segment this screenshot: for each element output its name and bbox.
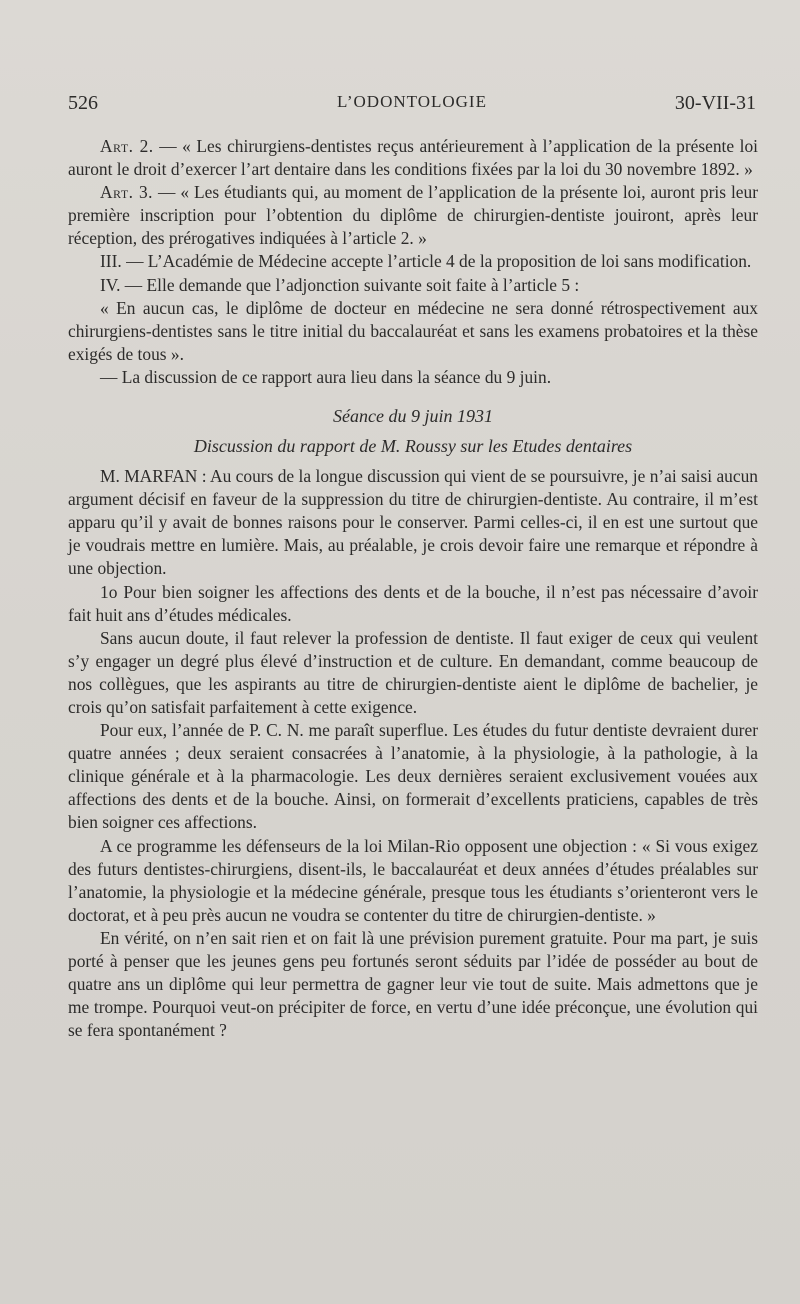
- journal-title: L’ODONTOLOGIE: [337, 92, 487, 111]
- article-label: Art. 2.: [100, 136, 154, 156]
- paragraph-verite: En vérité, on n’en sait rien et on fait là une prévision purement gratuite. Pour ma part, je suis porté à penser que les jeunes gens peu fortunés seront séduits par l’idée de posséder au bout de quatre ans un diplôme qui leur permettra de gagner leur vie tout de suite. Mais admettons que je me trompe. Pourquoi veut-on précipiter de force, en vertu d’une idée préconçue, une évolution qui se fera spontanément ?: [68, 927, 758, 1041]
- paragraph-pour-eux: Pour eux, l’année de P. C. N. me paraît superflue. Les études du futur dentiste devraient durer quatre années ; deux seraient consacrées à l’anatomie, à la physiologie, à la pathologie, à la clinique générale et à la pharmacologie. Les deux dernières seraient exclusivement vouées aux affections des dents et de la bouche. Ainsi, on formerait d’excellents praticiens, capables de très bien soigner ces affections.: [68, 720, 758, 833]
- paragraph-doute: Sans aucun doute, il faut relever la profession de dentiste. Il faut exiger de ceux qui veulent s’y engager un degré plus élevé d’instruction et de culture. En demandant, comme beaucoup de nos collègues, que les aspirants au titre de chirurgien-dentiste aient le diplôme de bachelier, je crois qu’on satisfait parfaitement à cette exigence.: [68, 627, 758, 717]
- article-label: Art. 3.: [100, 182, 154, 203]
- article-text: — « Les chirurgiens-dentistes reçus antérieurement à l’application de la présente loi auront le droit d’exercer l’art dentaire dans les conditions fixées par la loi du 30 novembre 1892. »: [68, 136, 759, 180]
- page-body: [68, 135, 758, 1042]
- paragraph-art-3: [68, 181, 758, 250]
- paragraph-art-2: [68, 135, 758, 181]
- paragraph-programme: A ce programme les défenseurs de la loi Milan-Rio opposent une objection : « Si vous exigez des futurs dentistes-chirurgiens, disent-ils, le baccalauréat et deux années d’études préalables sur l’anatomie, la physiologie et la médecine générale, presque tous les étudiants s’orienteront vers le doctorat, et à peu près aucun ne voudra se contenter du titre de chirurgien-dentiste. »: [68, 835, 758, 925]
- article-text: — « Les étudiants qui, au moment de l’application de la présente loi, auront pris leur première inscription pour l’obtention du diplôme de chirurgien-dentiste jouiront, après leur réception, des prérogatives indiquées à l’article 2. »: [68, 182, 759, 249]
- session-title: Séance du 9 juin 1931: [333, 406, 493, 427]
- paragraph-marfan: M. MARFAN : Au cours de la longue discussion qui vient de se poursuivre, je n’ai saisi aucun argument décisif en faveur de la suppression du titre de chirurgien-dentiste. Au contraire, il m’est apparu qu’il y avait de bonnes raisons pour le conserver. Parmi celles-ci, il en est une surtout que je voudrais mettre en lumière. Mais, au préalable, je crois devoir faire une remarque et répondre à une objection.: [68, 466, 758, 579]
- paragraph-iv: IV. — Elle demande que l’adjonction suivante soit faite à l’article 5 :: [100, 274, 580, 295]
- issue-date: 30-VII-31: [674, 92, 756, 114]
- paragraph-iii: III. — L’Académie de Médecine accepte l’article 4 de la proposition de loi sans modification.: [100, 251, 752, 272]
- paragraph-discussion-notice: — La discussion de ce rapport aura lieu dans la séance du 9 juin.: [100, 366, 552, 387]
- page-number: 526: [68, 92, 98, 114]
- discussion-title: Discussion du rapport de M. Roussy sur les Etudes dentaires: [193, 436, 633, 457]
- paragraph-quote: « En aucun cas, le diplôme de docteur en médecine ne sera donné rétrospectivement aux chirurgiens-dentistes sans le titre initial du baccalauréat et sans les examens probatoires et la thèse exigés de tous ».: [68, 297, 758, 364]
- running-header: [68, 92, 756, 118]
- paragraph-point-1: 1o Pour bien soigner les affections des dents et de la bouche, il n’est pas nécessaire d’avoir fait huit ans d’études médicales.: [68, 581, 758, 625]
